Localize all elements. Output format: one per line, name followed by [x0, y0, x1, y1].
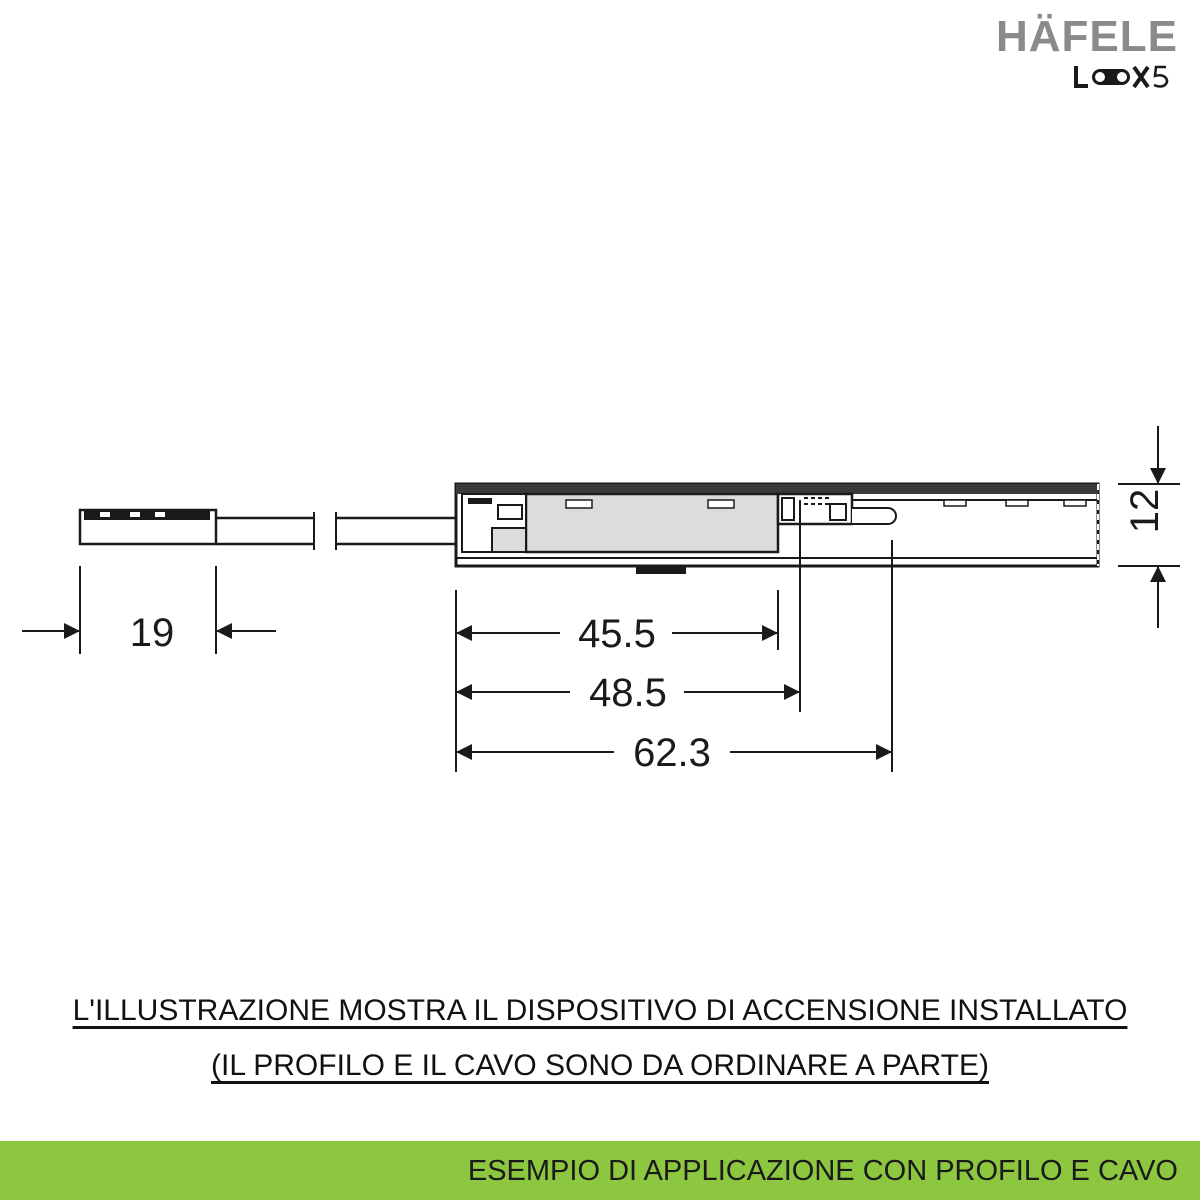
dim-b-label: 48.5	[589, 671, 667, 715]
footer-text: ESEMPIO DI APPLICAZIONE CON PROFILO E CAVO	[467, 1155, 1178, 1187]
brand-name: HÄFELE	[996, 12, 1178, 61]
dim-c-label: 62.3	[633, 731, 711, 775]
footer-bar	[0, 1141, 1200, 1200]
dimension-48-5	[456, 671, 800, 715]
dimension-profile-height	[1118, 426, 1180, 628]
dimension-plug-width	[22, 566, 276, 655]
dimension-45-5	[456, 612, 778, 656]
plug-connector	[80, 510, 314, 550]
dim-a-label: 45.5	[578, 612, 656, 656]
caption-line-2: (IL PROFILO E IL CAVO SONO DA ORDINARE A PARTE)	[211, 1049, 989, 1082]
dimension-62-3	[456, 731, 892, 775]
profile-assembly	[456, 484, 1098, 574]
plug-width-label: 19	[129, 611, 175, 655]
caption-line-1: L'ILLUSTRAZIONE MOSTRA IL DISPOSITIVO DI ACCENSIONE INSTALLATO	[72, 994, 1128, 1027]
profile-height-label: 12	[1123, 488, 1167, 534]
cable	[336, 512, 470, 550]
